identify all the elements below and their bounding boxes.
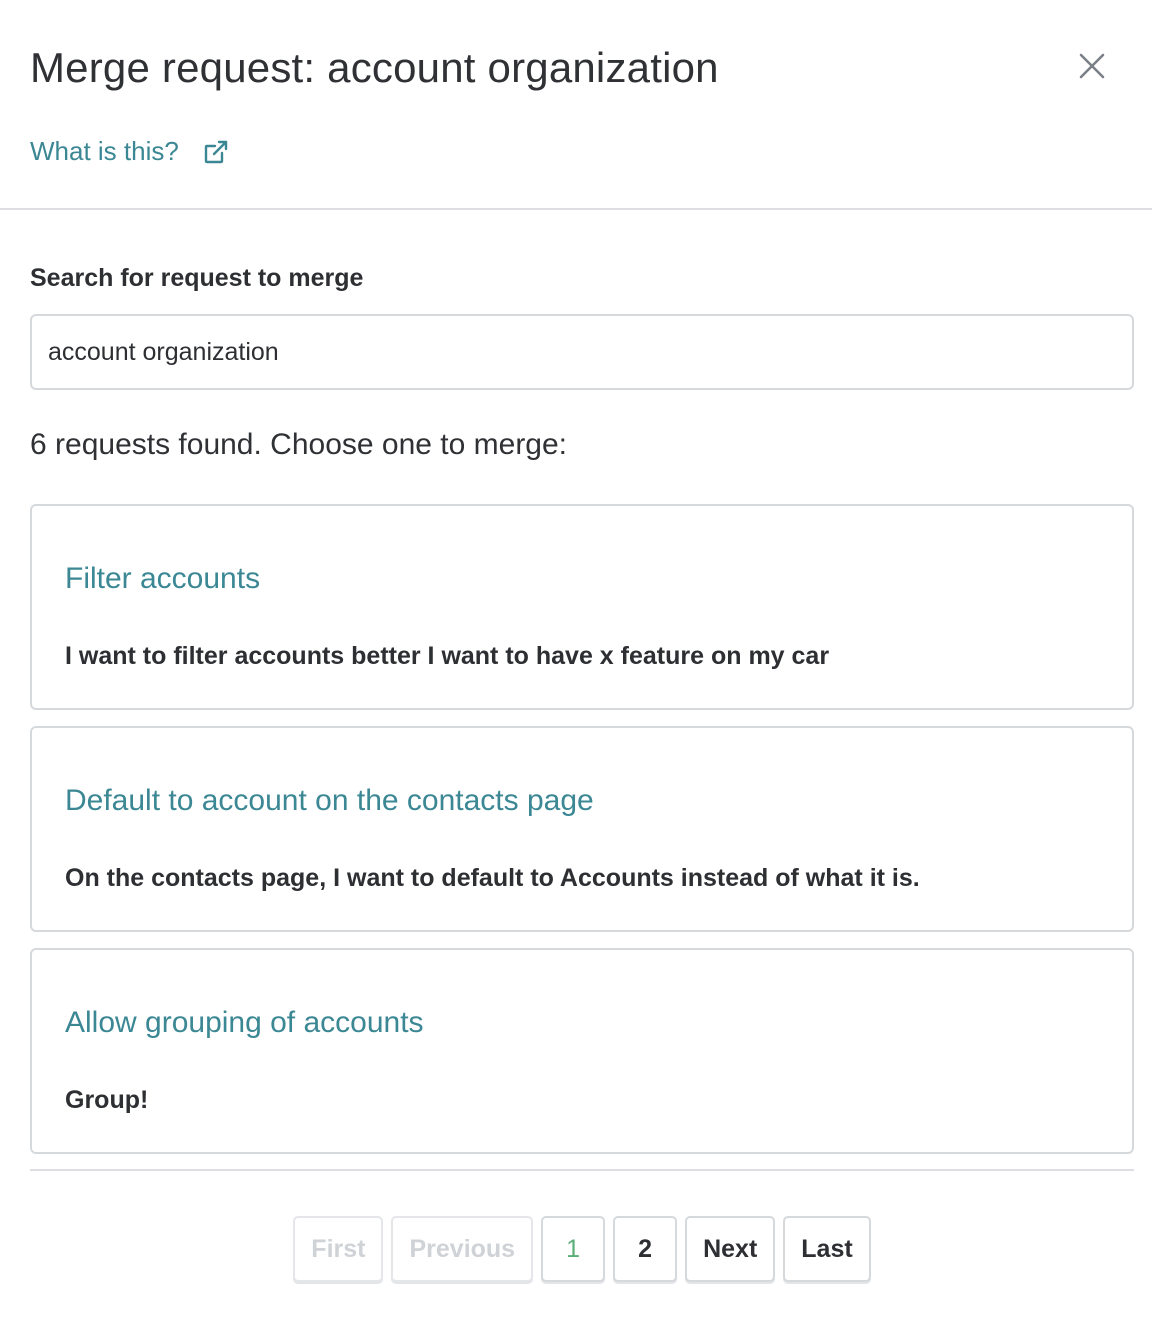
modal-header <box>0 0 1152 210</box>
next-page-button[interactable]: Next <box>685 1216 775 1282</box>
result-description: I want to filter accounts better I want to have x feature on my car <box>65 642 830 670</box>
previous-page-button[interactable]: Previous <box>391 1216 533 1282</box>
close-icon <box>1079 53 1105 84</box>
result-card-filter-accounts[interactable] <box>30 504 1134 710</box>
result-title: Filter accounts <box>65 562 261 595</box>
result-title: Allow grouping of accounts <box>65 1006 424 1039</box>
result-description: Group! <box>65 1086 149 1114</box>
close-button[interactable] <box>1072 48 1112 88</box>
help-link-label: What is this? <box>30 136 179 166</box>
pagination <box>0 1216 1152 1282</box>
search-input[interactable] <box>30 314 1134 390</box>
modal-title: Merge request: account organization <box>30 44 719 91</box>
results-summary: 6 requests found. Choose one to merge: <box>30 428 568 461</box>
result-card-allow-grouping[interactable] <box>30 948 1134 1154</box>
page-2-button[interactable]: 2 <box>613 1216 677 1282</box>
what-is-this-link[interactable] <box>30 136 229 167</box>
page-1-button[interactable]: 1 <box>541 1216 605 1282</box>
last-page-button[interactable]: Last <box>783 1216 870 1282</box>
first-page-button[interactable]: First <box>293 1216 383 1282</box>
external-link-icon <box>203 139 229 165</box>
search-label: Search for request to merge <box>30 264 364 292</box>
result-description: On the contacts page, I want to default to Accounts instead of what it is. <box>65 864 920 892</box>
result-title: Default to account on the contacts page <box>65 784 594 817</box>
result-card-default-to-account[interactable] <box>30 726 1134 932</box>
divider <box>30 1169 1134 1171</box>
